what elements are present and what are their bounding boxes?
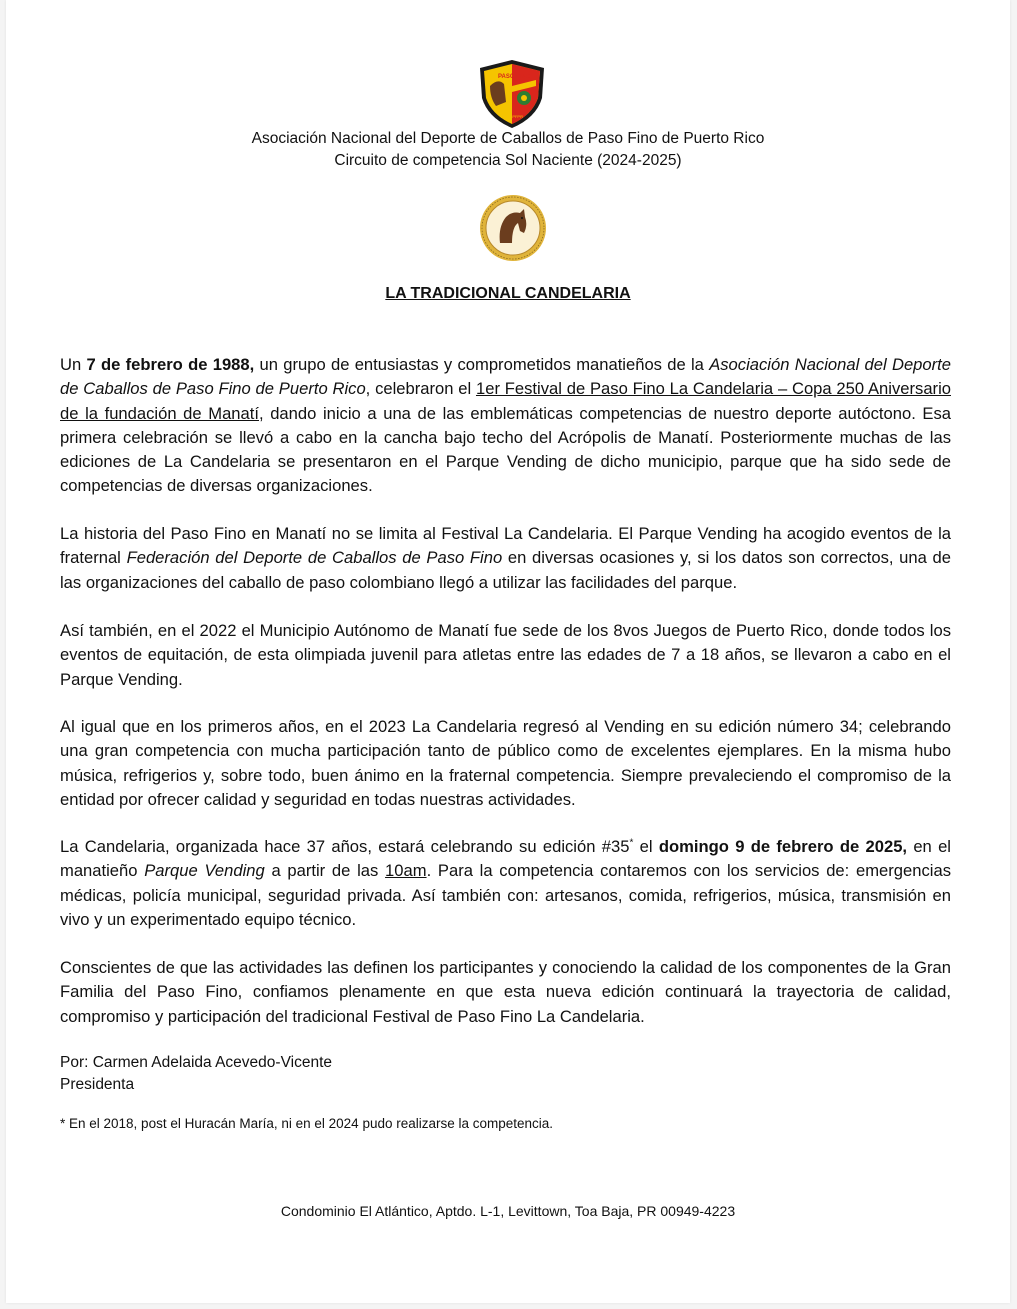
paragraph-1: Un 7 de febrero de 1988, un grupo de entusiastas y comprometidos manatieños de la Asociación Nacional del Deporte de Caballos de Paso Fino de Puerto Rico, celebraron el 1er Festival de Paso Fino La Candelaria – Copa 250 Aniversario de la fundación de Manatí, dando inicio a una de las emblemáticas competencias de nuestro deporte autóctono. Esa primera celebración se llevó a cabo en la cancha bajo techo del Acrópolis de Manatí. Posteriormente muchas de las ediciones de La Candelaria se presentaron en el Parque Vending de dicho municipio, parque que ha sido sede de competencias de diversas organizaciones. — [60, 355, 952, 496]
paragraph-2: La historia del Paso Fino en Manatí no se limita al Festival La Candelaria. El Parque Vending ha acogido eventos de la fraternal Federación del Deporte de Caballos de Paso Fino en diversas ocasiones y, si los datos son correctos, una de las organizaciones del caballo de paso colombiano llegó a utilizar las facilidades del parque. — [60, 524, 952, 592]
signature-name: Por: Carmen Adelaida Acevedo-Vicente — [60, 1054, 332, 1071]
footer-address: Condominio El Atlántico, Aptdo. L-1, Levittown, Toa Baja, PR 00949-4223 — [280, 1203, 736, 1219]
shield-text-bottom: ANDCPFPR — [500, 114, 524, 119]
circuit-seal-logo — [478, 193, 548, 263]
signature-block — [60, 1052, 332, 1096]
signature-title: Presidenta — [60, 1076, 135, 1093]
paragraph-4: Al igual que en los primeros años, en el 2023 La Candelaria regresó al Vending en su edición número 34; celebrando una gran competencia con mucha participación tanto de público como de excelentes ejemplares. En la misma hubo música, refrigerios y, sobre todo, buen ánimo en la fraternal competencia. Siempre prevaleciendo el compromiso de la entidad por ofrecer calidad y seguridad en todas nuestras actividades. — [60, 717, 951, 809]
document-page — [6, 0, 1010, 1303]
association-shield-logo — [476, 58, 548, 130]
paragraph-5: La Candelaria, organizada hace 37 años, estará celebrando su edición #35* el domingo 9 de febrero de 2025, en el manatieño Parque Vending a partir de las 10am. Para la competencia contaremos con los servicios de: emergencias médicas, policía municipal, seguridad privada. Así también con: artesanos, comida, refrigerios, música, transmisión en vivo y un experimentado equipo técnico. — [60, 837, 951, 929]
header-circuit-name: Circuito de competencia Sol Naciente (2024-2025) — [334, 152, 682, 169]
document-title: LA TRADICIONAL CANDELARIA — [385, 285, 631, 302]
shield-text-top: PASO FINO — [498, 74, 531, 80]
paragraph-3: Así también, en el 2022 el Municipio Autónomo de Manatí fue sede de los 8vos Juegos de Puerto Rico, donde todos los eventos de equitación, de esta olimpiada juvenil para atletas entre las edades de 7 a 18 años, se llevaron a cabo en el Parque Vending. — [60, 621, 951, 689]
footnote: * En el 2018, post el Huracán María, ni en el 2024 pudo realizarse la competencia. — [60, 1116, 554, 1131]
paragraph-6: Conscientes de que las actividades las definen los participantes y conociendo la calidad de los componentes de la Gran Familia del Paso Fino, confiamos plenamente en que esta nueva edición continuará la trayectoria de calidad, compromiso y participación del tradicional Festival de Paso Fino La Candelaria. — [60, 958, 951, 1026]
header-association-name: Asociación Nacional del Deporte de Caballos de Paso Fino de Puerto Rico — [251, 130, 765, 147]
